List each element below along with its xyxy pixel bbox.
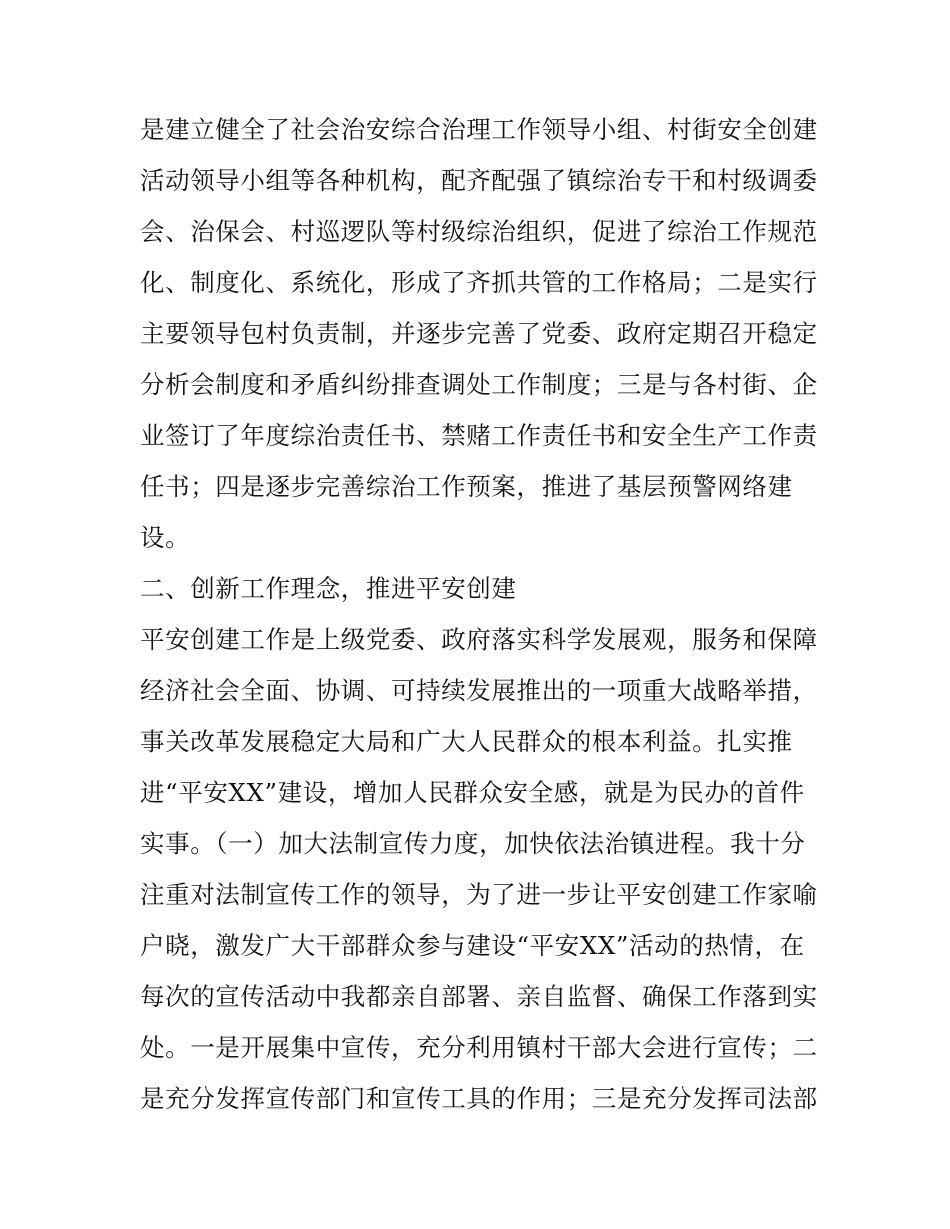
- text-line: 是充分发挥宣传部门和宣传工具的作用；三是充分发挥司法部: [140, 1084, 818, 1113]
- text-line: 每次的宣传活动中我都亲自部署、亲自监督、确保工作落到实: [140, 982, 818, 1011]
- text-line: 分析会制度和矛盾纠纷排查调处工作制度；三是与各村街、企: [140, 370, 818, 399]
- text-line: 进“平安XX”建设，增加人民群众安全感，就是为民办的首件: [140, 778, 805, 807]
- text-line: 业签订了年度综治责任书、禁赌工作责任书和安全生产工作责: [140, 421, 818, 450]
- text-line: 经济社会全面、协调、可持续发展推出的一项重大战略举措，: [140, 676, 818, 705]
- text-line: 任书；四是逐步完善综治工作预案，推进了基层预警网络建: [140, 472, 793, 501]
- section-heading: 二、创新工作理念，推进平安创建: [140, 574, 517, 603]
- text-line: 是建立健全了社会治安综合治理工作领导小组、村街安全创建: [140, 115, 818, 144]
- text-line: 事关改革发展稳定大局和广大人民群众的根本利益。扎实推: [140, 727, 793, 756]
- text-line: 设。: [140, 523, 191, 552]
- text-line: 注重对法制宣传工作的领导，为了进一步让平安创建工作家喻: [140, 880, 818, 909]
- text-line: 平安创建工作是上级党委、政府落实科学发展观，服务和保障: [140, 625, 818, 654]
- text-line: 化、制度化、系统化，形成了齐抓共管的工作格局；二是实行: [140, 268, 818, 297]
- text-line: 会、治保会、村巡逻队等村级综治组织，促进了综治工作规范: [140, 217, 818, 246]
- text-line: 处。一是开展集中宣传，充分利用镇村干部大会进行宣传；二: [140, 1033, 818, 1062]
- text-line: 主要领导包村负责制，并逐步完善了党委、政府定期召开稳定: [140, 319, 818, 348]
- text-line: 活动领导小组等各种机构，配齐配强了镇综治专干和村级调委: [140, 166, 818, 195]
- text-line: 实事。（一）加大法制宣传力度，加快依法治镇进程。我十分: [140, 829, 806, 858]
- text-line: 户晓，激发广大干部群众参与建设“平安XX”活动的热情，在: [140, 931, 805, 960]
